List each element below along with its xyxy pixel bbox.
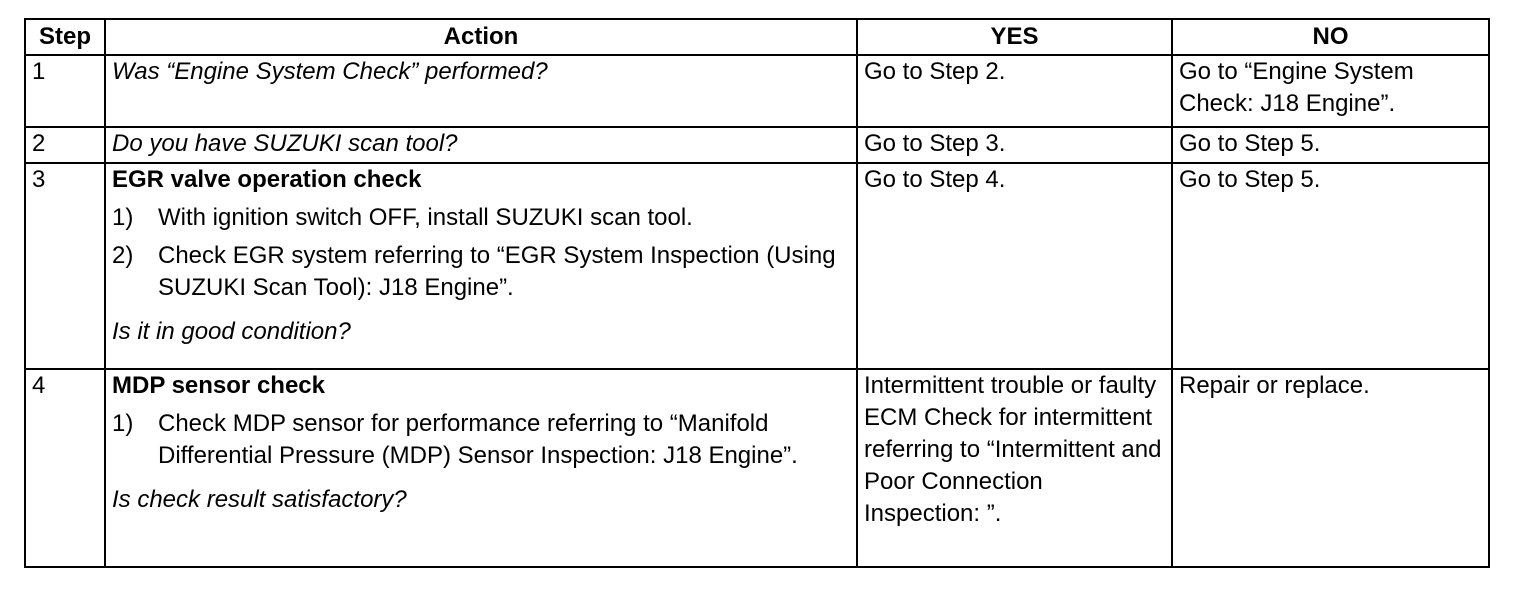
step-heading: EGR valve operation check <box>112 166 422 193</box>
list-item-text: Check MDP sensor for performance referring to “Manifold Differential Pressure (MDP) Sensor Inspection: J18 Engine”. <box>158 410 798 469</box>
yes-cell: Intermittent trouble or faulty ECM Check for intermittent referring to “Intermittent and Poor Connection Inspection: ”. <box>857 369 1172 567</box>
no-cell: Repair or replace. <box>1172 369 1489 567</box>
yes-cell: Go to Step 3. <box>857 127 1172 163</box>
header-no: NO <box>1172 19 1489 55</box>
table-row <box>25 369 1489 567</box>
list-item-text: Check EGR system referring to “EGR System Inspection (Using SUZUKI Scan Tool): J18 Engine”. <box>158 242 836 301</box>
no-cell: Go to Step 5. <box>1172 163 1489 369</box>
step-question: Is it in good condition? <box>112 318 351 345</box>
header-action: Action <box>105 19 857 55</box>
step-number: 1 <box>25 55 105 127</box>
step-question: Do you have SUZUKI scan tool? <box>112 130 458 157</box>
list-item <box>112 240 850 304</box>
action-cell <box>105 127 857 163</box>
action-cell <box>105 163 857 369</box>
table-row <box>25 163 1489 369</box>
action-cell <box>105 55 857 127</box>
list-item-number: 1) <box>112 410 134 437</box>
step-question: Is check result satisfactory? <box>112 486 407 513</box>
list-item-number: 1) <box>112 204 134 231</box>
table-row <box>25 127 1489 163</box>
yes-cell: Go to Step 4. <box>857 163 1172 369</box>
header-yes: YES <box>857 19 1172 55</box>
header-step: Step <box>25 19 105 55</box>
step-question: Was “Engine System Check” performed? <box>112 58 548 85</box>
action-cell <box>105 369 857 567</box>
list-item-number: 2) <box>112 242 134 269</box>
step-number: 4 <box>25 369 105 567</box>
list-item-text: With ignition switch OFF, install SUZUKI scan tool. <box>158 204 693 231</box>
list-item <box>112 202 850 234</box>
no-cell: Go to “Engine System Check: J18 Engine”. <box>1172 55 1489 127</box>
yes-cell: Go to Step 2. <box>857 55 1172 127</box>
step-number: 3 <box>25 163 105 369</box>
troubleshooting-table <box>24 18 1490 568</box>
header-row <box>25 19 1489 55</box>
step-heading: MDP sensor check <box>112 372 325 399</box>
step-number: 2 <box>25 127 105 163</box>
no-cell: Go to Step 5. <box>1172 127 1489 163</box>
list-item <box>112 408 850 472</box>
table-row <box>25 55 1489 127</box>
